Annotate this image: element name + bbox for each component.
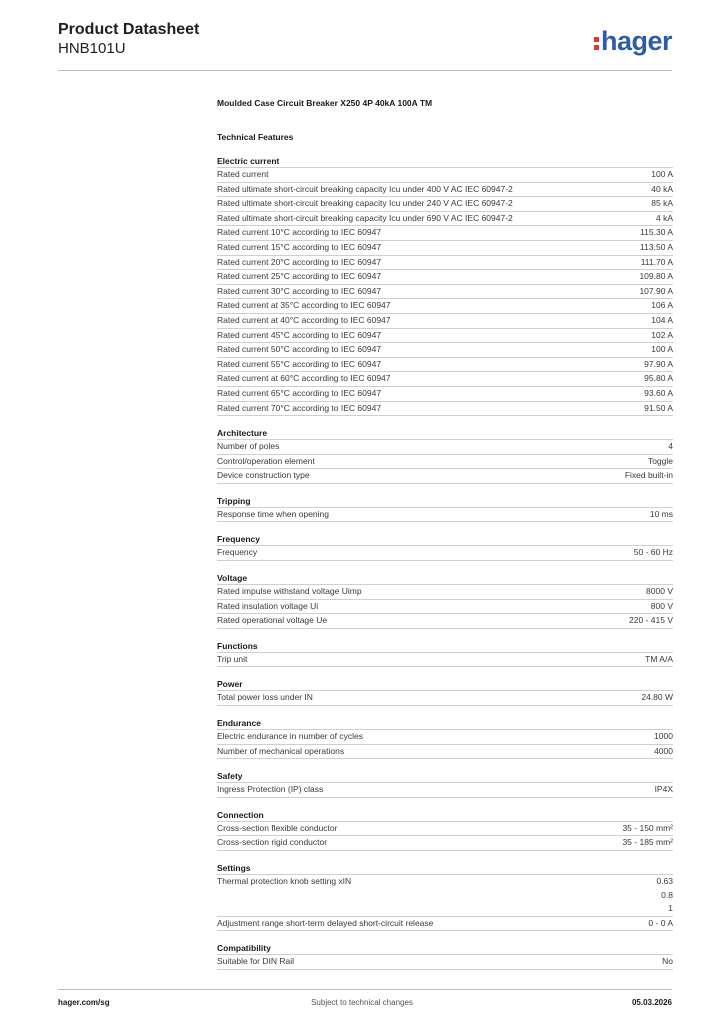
- spec-row: [217, 372, 673, 387]
- spec-label: Number of mechanical operations: [217, 745, 345, 756]
- spec-row: [217, 546, 673, 561]
- spec-value: [634, 546, 673, 560]
- spec-value: [655, 783, 673, 797]
- spec-label: Cross-section rigid conductor: [217, 837, 328, 848]
- spec-value-line: 10 ms: [649, 508, 673, 519]
- hager-logo: [594, 26, 672, 57]
- spec-section: [217, 716, 673, 759]
- spec-value-line: 97.90 A: [644, 358, 673, 369]
- doc-title: Product Datasheet: [58, 21, 200, 38]
- technical-features-heading: Technical Features: [217, 132, 294, 142]
- spec-value-line: 800 V: [650, 600, 673, 611]
- section-title: Electric current: [217, 154, 673, 168]
- spec-section: [217, 571, 673, 629]
- spec-value: [651, 183, 673, 197]
- spec-value-line: 1: [668, 903, 673, 914]
- spec-value-line: 220 - 415 V: [629, 615, 673, 626]
- section-title: Safety: [217, 769, 673, 783]
- spec-row: [217, 653, 673, 668]
- spec-label: Thermal protection knob setting xIN: [217, 876, 352, 886]
- spec-value-line: 24.80 W: [641, 692, 673, 703]
- spec-label: Device construction type: [217, 470, 310, 481]
- section-title: Settings: [217, 861, 673, 875]
- spec-row: [217, 745, 673, 760]
- spec-row: [217, 226, 673, 241]
- spec-label: Control/operation element: [217, 455, 315, 466]
- spec-row: [217, 955, 673, 970]
- spec-label: Rated ultimate short-circuit breaking capacity Icu under 400 V AC IEC 60947-2: [217, 183, 513, 194]
- spec-section: [217, 808, 673, 851]
- spec-section: [217, 769, 673, 798]
- spec-label: Rated ultimate short-circuit breaking capacity Icu under 690 V AC IEC 60947-2: [217, 212, 513, 223]
- spec-label: Rated current 45°C according to IEC 60947: [217, 329, 382, 340]
- spec-row: [217, 836, 673, 851]
- logo-text: hager: [600, 26, 672, 56]
- spec-label: Ingress Protection (IP) class: [217, 784, 324, 795]
- spec-label: Rated current 65°C according to IEC 60947: [217, 387, 382, 398]
- section-title: Voltage: [217, 571, 673, 585]
- logo-dots-icon: [594, 35, 599, 50]
- section-title: Functions: [217, 639, 673, 653]
- section-title: Power: [217, 677, 673, 691]
- spec-label: Rated impulse withstand voltage Uimp: [217, 586, 362, 597]
- spec-row: [217, 358, 673, 373]
- spec-value: [646, 585, 673, 599]
- spec-section: [217, 677, 673, 706]
- spec-value: [644, 402, 673, 416]
- spec-label: Rated current 10°C according to IEC 60947: [217, 227, 382, 238]
- spec-row: [217, 455, 673, 470]
- spec-value: [651, 600, 673, 614]
- spec-value: [651, 168, 673, 182]
- spec-value-line: 102 A: [651, 329, 673, 340]
- spec-value-line: 1000: [654, 731, 673, 742]
- spec-label: Trip unit: [217, 653, 248, 664]
- section-title: Frequency: [217, 532, 673, 546]
- section-title: Architecture: [217, 426, 673, 440]
- spec-value-line: 100 A: [651, 344, 673, 355]
- spec-value-line: 106 A: [651, 300, 673, 311]
- spec-row: [217, 285, 673, 300]
- spec-row: [217, 875, 673, 917]
- spec-value: [654, 730, 673, 744]
- spec-section: [217, 154, 673, 416]
- spec-value-line: 0.63: [656, 876, 673, 886]
- spec-label: Rated operational voltage Ue: [217, 615, 328, 626]
- spec-value: [625, 469, 673, 483]
- spec-label: Rated current 15°C according to IEC 60947: [217, 241, 382, 252]
- spec-row: [217, 256, 673, 271]
- spec-row: [217, 314, 673, 329]
- spec-value-line: 4000: [654, 745, 673, 756]
- spec-label: Response time when opening: [217, 508, 329, 519]
- spec-value: [629, 614, 673, 628]
- spec-label: Frequency: [217, 547, 258, 558]
- spec-label: Rated current 50°C according to IEC 60947: [217, 344, 382, 355]
- spec-row: [217, 387, 673, 402]
- spec-section: [217, 941, 673, 970]
- spec-row: [217, 691, 673, 706]
- spec-value-line: 0.8: [661, 889, 673, 900]
- spec-value: [648, 917, 673, 931]
- section-title: Connection: [217, 808, 673, 822]
- spec-value-line: 85 kA: [651, 198, 673, 209]
- spec-value-line: 104 A: [651, 314, 673, 325]
- spec-row: [217, 168, 673, 183]
- spec-value-line: IP4X: [654, 784, 673, 795]
- spec-row: [217, 822, 673, 837]
- spec-value: [650, 508, 673, 522]
- footer-note: Subject to technical changes: [311, 998, 413, 1007]
- spec-value: [640, 241, 673, 255]
- spec-label: Rated current 70°C according to IEC 60947: [217, 402, 382, 413]
- section-title: Compatibility: [217, 941, 673, 955]
- spec-section: [217, 639, 673, 668]
- footer-date: 05.03.2026: [631, 998, 672, 1007]
- spec-label: Cross-section flexible conductor: [217, 822, 338, 833]
- product-code: HNB101U: [58, 40, 126, 57]
- spec-value-line: 100 A: [651, 169, 673, 179]
- spec-value-line: 109.80 A: [639, 271, 673, 282]
- spec-value-line: Toggle: [647, 455, 673, 466]
- spec-value-line: 91.50 A: [644, 402, 673, 413]
- spec-value: [644, 372, 673, 386]
- spec-row: [217, 440, 673, 455]
- spec-label: Rated current: [217, 169, 269, 179]
- spec-value: [654, 745, 673, 759]
- header-divider: [58, 70, 672, 71]
- spec-row: [217, 343, 673, 358]
- spec-value-line: 4 kA: [655, 212, 673, 223]
- spec-value: [645, 653, 673, 667]
- spec-section: [217, 494, 673, 523]
- spec-value: [651, 299, 673, 313]
- spec-section: [217, 861, 673, 931]
- spec-row: [217, 402, 673, 417]
- spec-value-line: 93.60 A: [644, 387, 673, 398]
- spec-value: [651, 343, 673, 357]
- spec-label: Rated current 30°C according to IEC 60947: [217, 285, 382, 296]
- spec-label: Rated ultimate short-circuit breaking capacity Icu under 240 V AC IEC 60947-2: [217, 198, 513, 209]
- spec-section: [217, 426, 673, 484]
- sections-container: [217, 154, 673, 970]
- section-title: Endurance: [217, 716, 673, 730]
- spec-value-line: 35 - 185 mm²: [622, 837, 673, 848]
- spec-row: [217, 329, 673, 344]
- spec-label: Electric endurance in number of cycles: [217, 731, 363, 742]
- spec-row: [217, 783, 673, 798]
- spec-value-line: No: [662, 956, 673, 967]
- spec-label: Rated current at 60°C according to IEC 60947: [217, 373, 391, 384]
- spec-row: [217, 917, 673, 932]
- spec-value: [668, 440, 673, 454]
- spec-value: [641, 256, 673, 270]
- spec-value: [651, 197, 673, 211]
- spec-value-line: TM A/A: [645, 653, 673, 664]
- spec-value-line: 50 - 60 Hz: [633, 547, 673, 558]
- footer-website: hager.com/sg: [58, 998, 110, 1007]
- spec-value: [622, 822, 673, 836]
- spec-label: Rated insulation voltage Ui: [217, 600, 319, 611]
- spec-value-line: 115.30 A: [640, 227, 673, 238]
- spec-label: Rated current 55°C according to IEC 60947: [217, 358, 382, 369]
- spec-value: [640, 226, 673, 240]
- spec-label: Rated current 20°C according to IEC 60947: [217, 256, 382, 267]
- spec-value: [656, 875, 673, 916]
- spec-value: [639, 285, 673, 299]
- spec-row: [217, 212, 673, 227]
- spec-row: [217, 585, 673, 600]
- spec-row: [217, 730, 673, 745]
- spec-row: [217, 469, 673, 484]
- spec-value: [622, 836, 673, 850]
- product-name: Moulded Case Circuit Breaker X250 4P 40kA 100A TM: [217, 98, 433, 108]
- spec-label: Number of poles: [217, 441, 280, 452]
- spec-row: [217, 197, 673, 212]
- spec-label: Rated current at 35°C according to IEC 60947: [217, 300, 391, 311]
- spec-value: [662, 955, 673, 969]
- spec-row: [217, 614, 673, 629]
- spec-value: [639, 270, 673, 284]
- spec-value-line: 8000 V: [646, 586, 673, 597]
- spec-label: Rated current at 40°C according to IEC 60947: [217, 314, 391, 325]
- spec-row: [217, 270, 673, 285]
- spec-section: [217, 532, 673, 561]
- spec-value-line: 113.50 A: [640, 241, 673, 252]
- spec-value-line: 4: [668, 441, 673, 452]
- spec-value: [644, 358, 673, 372]
- spec-value: [648, 455, 673, 469]
- spec-value-line: 111.70 A: [640, 256, 673, 267]
- spec-value: [651, 329, 673, 343]
- spec-label: Rated current 25°C according to IEC 60947: [217, 271, 382, 282]
- spec-value-line: 107.90 A: [639, 285, 673, 296]
- datasheet-content: [217, 96, 673, 970]
- spec-value: [656, 212, 673, 226]
- spec-row: [217, 299, 673, 314]
- spec-row: [217, 508, 673, 523]
- spec-label: Adjustment range short-term delayed short-circuit release: [217, 917, 434, 928]
- spec-row: [217, 241, 673, 256]
- spec-value: [644, 387, 673, 401]
- footer-divider: [58, 989, 672, 990]
- section-title: Tripping: [217, 494, 673, 508]
- spec-row: [217, 183, 673, 198]
- spec-value-line: 40 kA: [651, 183, 673, 194]
- spec-row: [217, 600, 673, 615]
- spec-label: Total power loss under IN: [217, 692, 313, 703]
- spec-label: Suitable for DIN Rail: [217, 956, 295, 967]
- spec-value-line: Fixed built-in: [624, 470, 673, 481]
- spec-value-line: 95.80 A: [644, 373, 673, 384]
- spec-value-line: 35 - 150 mm²: [622, 822, 673, 833]
- spec-value: [651, 314, 673, 328]
- spec-value-line: 0 - 0 A: [648, 917, 673, 928]
- spec-value: [641, 691, 673, 705]
